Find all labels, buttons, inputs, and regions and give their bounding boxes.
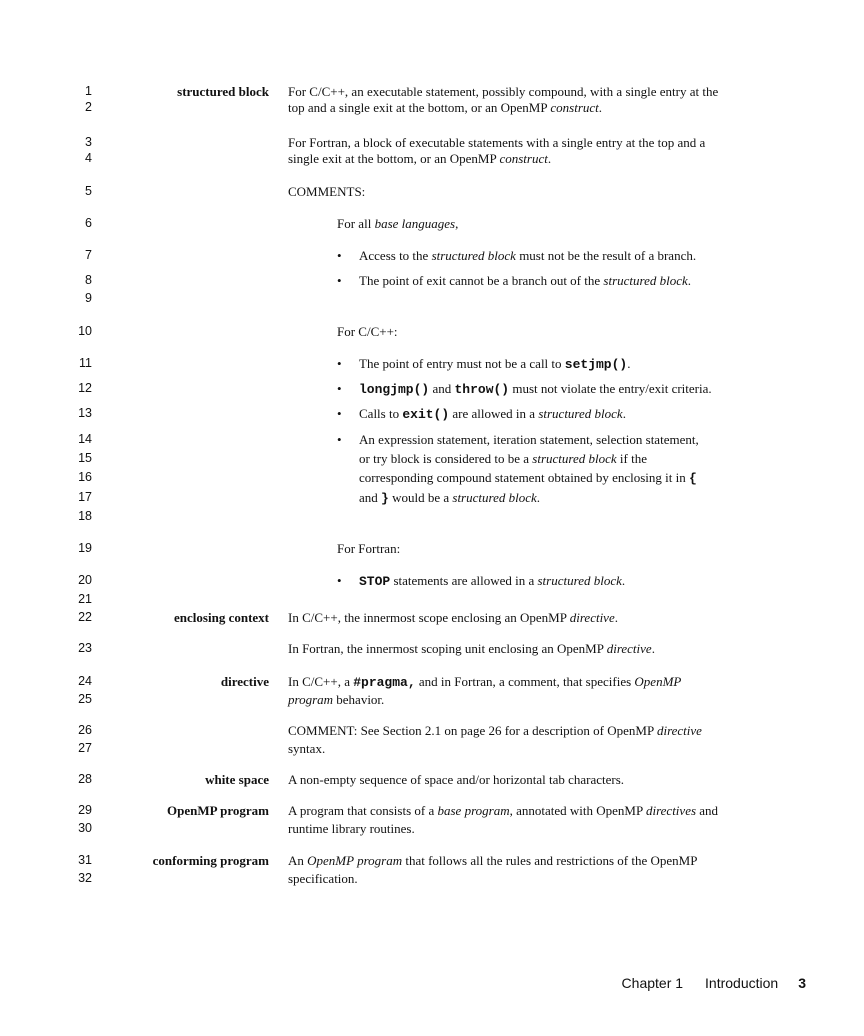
line-number: 27 [78,741,92,755]
term-directive: directive [220,674,269,689]
definition-text: In C/C++, the innermost scope enclosing an OpenMP directive. [288,610,618,625]
line-number: 22 [78,610,92,624]
bullet: • [337,432,342,447]
term-structured-block: structured block [177,84,269,99]
line-number: 4 [85,151,92,165]
page-footer [600,975,806,991]
line-number: 11 [79,356,92,370]
line-number: 18 [78,509,92,523]
term-white-space: white space [205,772,269,787]
line-number: 7 [85,248,92,262]
line-number: 32 [78,871,92,885]
line-number: 14 [78,432,92,446]
bullet-text: The point of exit cannot be a branch out of the structured block. [359,273,692,288]
term-openmp-program: OpenMP program [167,803,269,818]
bullet-text: An expression statement, iteration statement, selection statement, [359,432,699,447]
line-number: 26 [78,723,92,737]
line-number: 12 [78,381,92,395]
line-number: 10 [78,324,92,338]
bullet-text: The point of entry must not be a call to setjmp(). [359,356,631,372]
bullet: • [337,273,342,288]
definition-text: A non-empty sequence of space and/or horizontal tab characters. [288,772,625,787]
definition-comment: syntax. [288,741,326,756]
footer-title: Introduction [705,975,779,991]
bullet-text: and } would be a structured block. [359,490,541,506]
comment-subheading: For C/C++: [337,324,398,339]
definition-text: In C/C++, a #pragma, and in Fortran, a comment, that specifies OpenMP [288,674,682,690]
line-number: 5 [85,184,92,198]
definition-text: An OpenMP program that follows all the rules and restrictions of the OpenMP [288,853,698,868]
definition-comment: COMMENT: See Section 2.1 on page 26 for a description of OpenMP directive [288,723,702,738]
bullet-text: Calls to exit() are allowed in a structured block. [359,406,626,422]
line-number: 23 [78,641,92,655]
definition-text: specification. [288,871,358,886]
definition-text: single exit at the bottom, or an OpenMP construct. [288,151,552,166]
line-number: 19 [78,541,92,555]
definition-text: top and a single exit at the bottom, or an OpenMP construct. [288,100,603,115]
bullet: • [337,573,342,588]
footer-chapter: Chapter 1 [621,975,684,991]
bullet-text: or try block is considered to be a structured block if the [359,451,647,466]
definition-text: For C/C++, an executable statement, possibly compound, with a single entry at the [288,84,719,99]
bullet: • [337,381,342,396]
line-number: 15 [78,451,92,465]
comments-heading: COMMENTS: [288,184,366,199]
bullet: • [337,248,342,263]
bullet: • [337,406,342,421]
line-number: 24 [78,674,92,688]
definition-text: In Fortran, the innermost scoping unit enclosing an OpenMP directive. [288,641,655,656]
term-conforming-program: conforming program [152,853,269,868]
line-number: 9 [85,291,92,305]
line-number: 25 [78,692,92,706]
line-number: 3 [85,135,92,149]
comment-subheading: For Fortran: [337,541,401,556]
line-number: 8 [85,273,92,287]
definition-text: program behavior. [288,692,385,707]
bullet-text: corresponding compound statement obtained by enclosing it in { [359,470,697,486]
bullet: • [337,356,342,371]
line-number: 1 [85,84,92,98]
line-number: 13 [78,406,92,420]
line-number: 28 [78,772,92,786]
bullet-text: Access to the structured block must not be the result of a branch. [359,248,697,263]
line-number: 6 [85,216,92,230]
definition-text: runtime library routines. [288,821,415,836]
page-number: 3 [798,975,806,991]
line-number: 21 [78,592,92,606]
line-number: 17 [78,490,92,504]
bullet-text: longjmp() and throw() must not violate the entry/exit criteria. [359,381,712,397]
line-number: 2 [85,100,92,114]
comment-subheading: For all base languages, [337,216,459,231]
bullet-text: STOP statements are allowed in a structured block. [359,573,626,589]
definition-text: For Fortran, a block of executable statements with a single entry at the top and a [288,135,706,150]
line-number: 20 [78,573,92,587]
definition-text: A program that consists of a base program, annotated with OpenMP directives and [288,803,719,818]
line-number: 31 [78,853,92,867]
line-number: 16 [78,470,92,484]
line-number: 30 [78,821,92,835]
line-number: 29 [78,803,92,817]
term-enclosing-context: enclosing context [174,610,269,625]
